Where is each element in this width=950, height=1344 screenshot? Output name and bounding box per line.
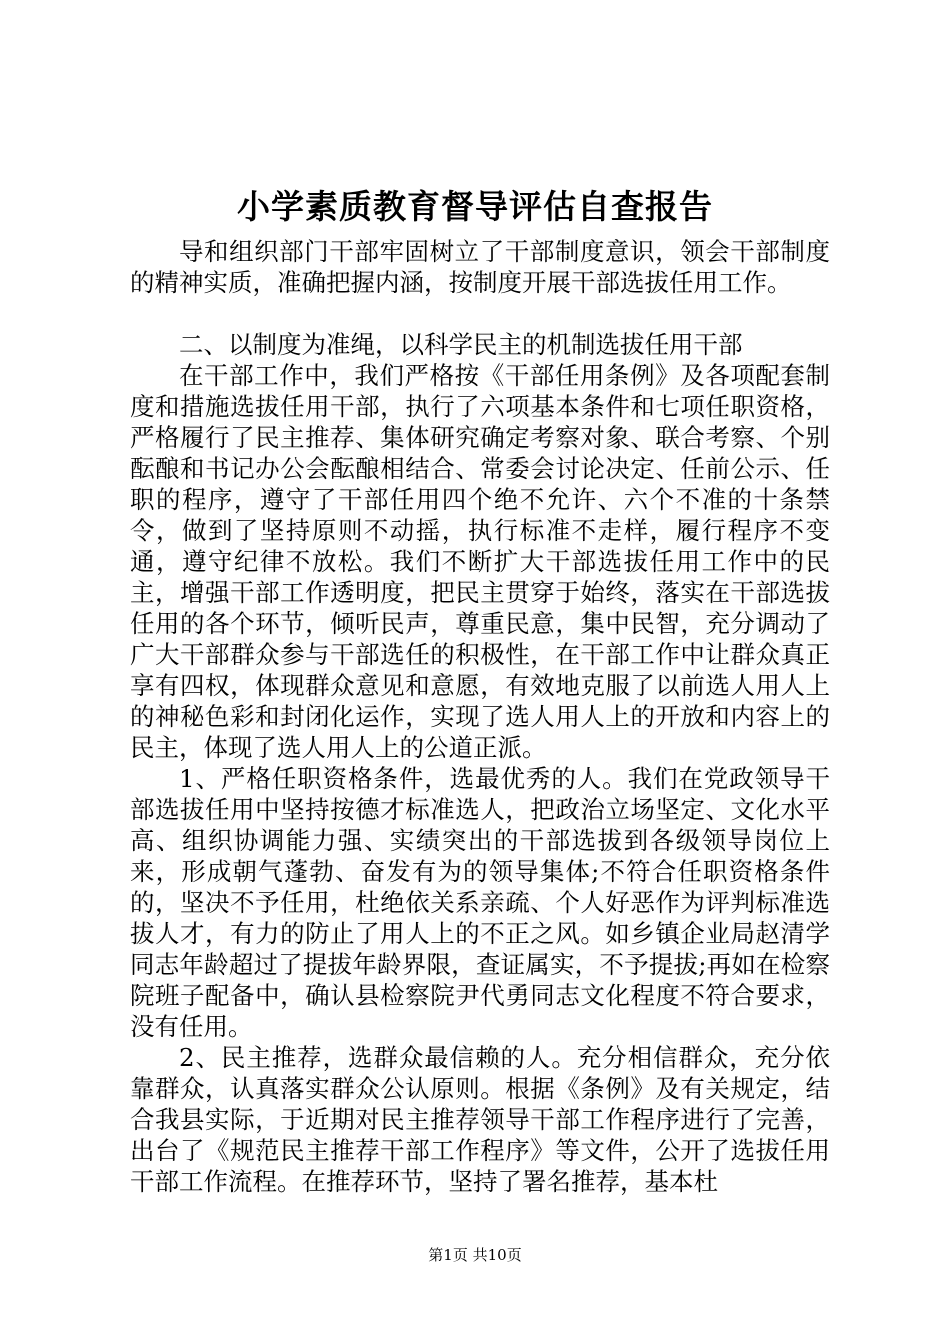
section-heading: 二、以制度为准绳，以科学民主的机制选拔任用干部 [179, 330, 743, 359]
paragraph-spacer [130, 298, 830, 329]
paragraph-4: 2、民主推荐，选群众最信赖的人。充分相信群众，充分依靠群众，认真落实群众公认原则。根据《条例》及有关规定，结合我县实际，于近期对民主推荐领导干部工作程序进行了完善，出台了《规范民主推荐干部工作程序》等文件，公开了选拔任用干部工作流程。在推荐环节，坚持了署名推荐，基本杜 [130, 1043, 830, 1196]
paragraph-1: 导和组织部门干部牢固树立了干部制度意识，领会干部制度的精神实质，准确把握内涵，按制度开展干部选拔任用工作。 [130, 237, 830, 297]
page-footer: 第1页 共10页 [428, 1246, 522, 1264]
paragraph-2: 在干部工作中，我们严格按《干部任用条例》及各项配套制度和措施选拔任用干部，执行了六项基本条件和七项任职资格，严格履行了民主推荐、集体研究确定考察对象、联合考察、个别酝酿和书记办公会酝酿相结合、常委会讨论决定、任前公示、任职的程序，遵守了干部任用四个绝不允许、六个不准的十条禁令，做到了坚持原则不动摇，执行标准不走样，履行程序不变通，遵守纪律不放松。我们不断扩大干部选拔任用工作中的民主，增强干部工作透明度，把民主贯穿于始终，落实在干部选拔任用的各个环节，倾听民声，尊重民意，集中民智，充分调动了广大干部群众参与干部选任的积极性，在干部工作中让群众真正享有四权，体现群众意见和意愿，有效地克服了以前选人用人上的神秘色彩和封闭化运作，实现了选人用人上的开放和内容上的民主，体现了选人用人上的公道正派。 [130, 361, 830, 762]
document-body [130, 236, 830, 1197]
document-title: 小学素质教育督导评估自查报告 [237, 187, 713, 226]
paragraph-3: 1、严格任职资格条件，选最优秀的人。我们在党政领导干部选拔任用中坚持按德才标准选人，把政治立场坚定、文化水平高、组织协调能力强、实绩突出的干部选拔到各级领导岗位上来，形成朝气蓬勃、奋发有为的领导集体;不符合任职资格条件的，坚决不予任用，杜绝依关系亲疏、个人好恶作为评判标准选拔人才，有力的防止了用人上的不正之风。如乡镇企业局赵清学同志年龄超过了提拔年龄界限，查证属实，不予提拔;再如在检察院班子配备中，确认县检察院尹代勇同志文化程度不符合要求，没有任用。 [130, 764, 830, 1041]
